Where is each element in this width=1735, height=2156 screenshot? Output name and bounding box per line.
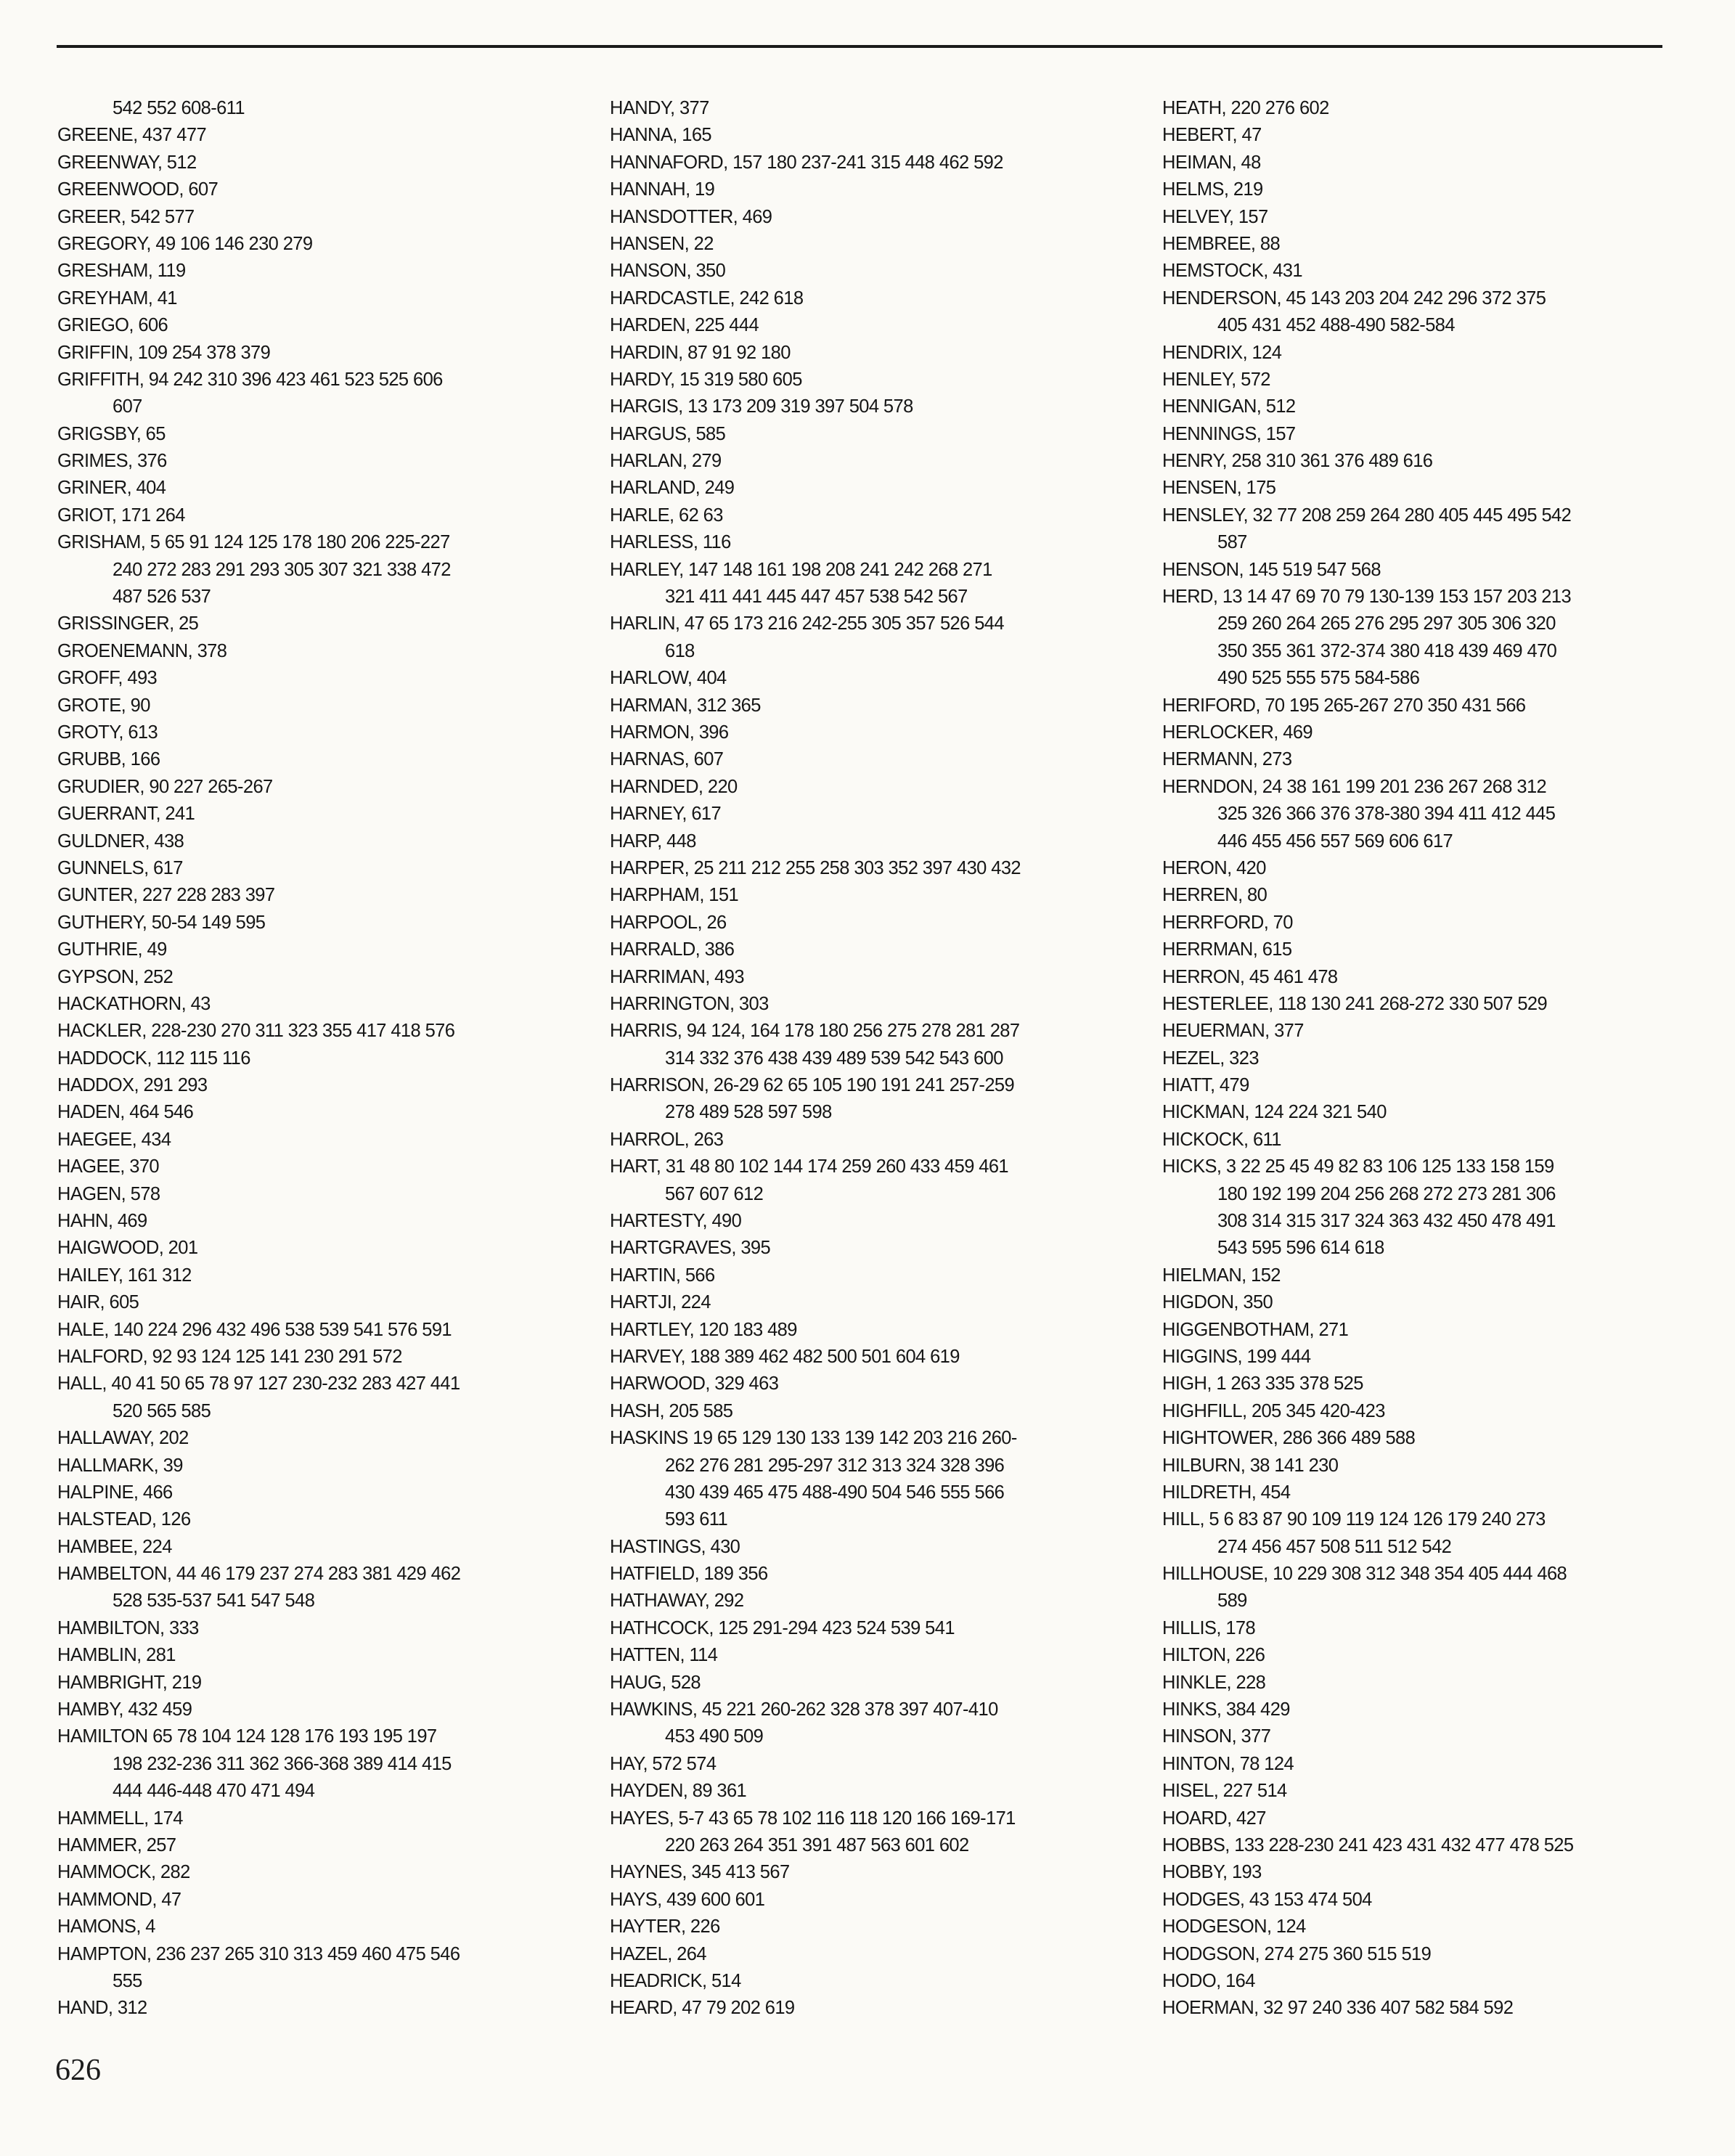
index-entry: HIGHFILL, 205 345 420-423 (1162, 1400, 1385, 1421)
index-entry: HEZEL, 323 (1162, 1048, 1259, 1069)
index-entry: HODO, 164 (1162, 1970, 1255, 1991)
index-entry: HICKS, 3 22 25 45 49 82 83 106 125 133 158 159 (1162, 1156, 1554, 1177)
index-entry: HATHAWAY, 292 (610, 1591, 744, 1612)
index-entry: GRESHAM, 119 (57, 261, 186, 282)
index-entry: HANSON, 350 (610, 261, 726, 282)
index-entry: HARLIN, 47 65 173 216 242-255 305 357 526 544 (610, 613, 1004, 634)
index-entry: HODGSON, 274 275 360 515 519 (1162, 1943, 1432, 1964)
index-entry-continuation: 618 (665, 640, 695, 661)
index-entry: HARTIN, 566 (610, 1265, 715, 1286)
index-entry-continuation: 567 607 612 (665, 1183, 764, 1204)
index-entry: HARLOW, 404 (610, 668, 727, 689)
index-entry: HADEN, 464 546 (57, 1102, 194, 1123)
index-column-3 (1162, 95, 1699, 2022)
index-entry: HAYES, 5-7 43 65 78 102 116 118 120 166 169-171 (610, 1808, 1016, 1829)
index-entry: HEMSTOCK, 431 (1162, 261, 1302, 282)
index-entry: HAYDEN, 89 361 (610, 1781, 747, 1802)
index-entry: HIELMAN, 152 (1162, 1265, 1281, 1286)
index-entry: HARPOOL, 26 (610, 912, 727, 933)
index-entry: HENDRIX, 124 (1162, 342, 1282, 363)
index-entry: HINKLE, 228 (1162, 1672, 1266, 1693)
index-entry: HAMMELL, 174 (57, 1808, 183, 1829)
index-entry-continuation: 278 489 528 597 598 (665, 1102, 832, 1123)
index-entry: GRIEGO, 606 (57, 315, 168, 336)
index-entry: HARDIN, 87 91 92 180 (610, 342, 791, 363)
index-entry: GUTHERY, 50-54 149 595 (57, 912, 266, 933)
index-entry: HELVEY, 157 (1162, 206, 1268, 227)
index-entry: HAMMOCK, 282 (57, 1862, 190, 1883)
index-entry: HERNDON, 24 38 161 199 201 236 267 268 312 (1162, 776, 1547, 797)
index-entry: HALL, 40 41 50 65 78 97 127 230-232 283 427 441 (57, 1373, 460, 1395)
index-entry: GUNTER, 227 228 283 397 (57, 885, 275, 906)
index-entry: HERMANN, 273 (1162, 749, 1292, 770)
index-entry: HAMBRIGHT, 219 (57, 1672, 202, 1693)
index-entry: HARTGRAVES, 395 (610, 1238, 771, 1259)
index-entry: HAYS, 439 600 601 (610, 1889, 765, 1910)
index-entry: HERON, 420 (1162, 857, 1266, 878)
index-entry: HAMONS, 4 (57, 1916, 155, 1937)
index-entry: HASKINS 19 65 129 130 133 139 142 203 216 260- (610, 1428, 1017, 1449)
index-entry: HILLIS, 178 (1162, 1617, 1256, 1638)
index-entry: HARLESS, 116 (610, 532, 731, 553)
index-entry-continuation: 262 276 281 295-297 312 313 324 328 396 (665, 1455, 1005, 1476)
index-entry: HENSLEY, 32 77 208 259 264 280 405 445 495 542 (1162, 505, 1572, 526)
index-entry-continuation: 607 (113, 396, 142, 417)
index-entry: HEUERMAN, 377 (1162, 1021, 1304, 1042)
index-entry: HEBERT, 47 (1162, 125, 1262, 146)
index-entry: HERRFORD, 70 (1162, 912, 1293, 933)
index-entry: HARGUS, 585 (610, 423, 726, 444)
index-entry: HACKLER, 228-230 270 311 323 355 417 418 576 (57, 1021, 455, 1042)
index-entry: HISEL, 227 514 (1162, 1781, 1287, 1802)
index-entry: GRIFFIN, 109 254 378 379 (57, 342, 271, 363)
index-entry: HALSTEAD, 126 (57, 1509, 191, 1530)
index-entry: HARMAN, 312 365 (610, 695, 761, 716)
index-entry: HIGGENBOTHAM, 271 (1162, 1319, 1349, 1340)
index-entry: HOERMAN, 32 97 240 336 407 582 584 592 (1162, 1998, 1514, 2019)
index-entry: HERRMAN, 615 (1162, 939, 1292, 960)
index-entry: HAYTER, 226 (610, 1916, 720, 1937)
index-entry: GRUDIER, 90 227 265-267 (57, 776, 273, 797)
index-entry: HADDOCK, 112 115 116 (57, 1048, 250, 1069)
index-entry: HERRON, 45 461 478 (1162, 966, 1338, 987)
index-entry-continuation: 274 456 457 508 511 512 542 (1217, 1536, 1452, 1557)
index-entry-continuation: 589 (1217, 1591, 1247, 1612)
index-entry: GREGORY, 49 106 146 230 279 (57, 233, 313, 254)
index-entry: HANNA, 165 (610, 125, 711, 146)
index-entry: GUERRANT, 241 (57, 804, 195, 825)
index-entry: HARGIS, 13 173 209 319 397 504 578 (610, 396, 913, 417)
index-entry: HEADRICK, 514 (610, 1970, 741, 1991)
index-entry: HARLEY, 147 148 161 198 208 241 242 268 271 (610, 559, 992, 580)
index-entry: HAMBY, 432 459 (57, 1699, 192, 1720)
index-entry: HANNAFORD, 157 180 237-241 315 448 462 592 (610, 152, 1003, 173)
index-entry: HODGESON, 124 (1162, 1916, 1306, 1937)
index-entry: HADDOX, 291 293 (57, 1075, 208, 1096)
index-entry-continuation: 240 272 283 291 293 305 307 321 338 472 (113, 559, 451, 580)
index-entry: HANNAH, 19 (610, 179, 715, 200)
index-entry: HERREN, 80 (1162, 885, 1267, 906)
index-entry: HICKOCK, 611 (1162, 1129, 1281, 1150)
index-entry: GRISSINGER, 25 (57, 613, 199, 634)
index-entry: HARDY, 15 319 580 605 (610, 369, 802, 390)
index-entry: HILL, 5 6 83 87 90 109 119 124 126 179 240 273 (1162, 1509, 1546, 1530)
index-entry: HANSEN, 22 (610, 233, 714, 254)
index-entry: HAND, 312 (57, 1998, 147, 2019)
index-entry: HARNEY, 617 (610, 804, 722, 825)
index-entry: HASH, 205 585 (610, 1400, 733, 1421)
index-entry: HART, 31 48 80 102 144 174 259 260 433 459 461 (610, 1156, 1009, 1177)
index-entry-continuation: 430 439 465 475 488-490 504 546 555 566 (665, 1482, 1005, 1503)
index-entry: HARTJI, 224 (610, 1292, 711, 1313)
index-entry-continuation: 308 314 315 317 324 363 432 450 478 491 (1217, 1211, 1556, 1232)
index-entry: HERLOCKER, 469 (1162, 722, 1313, 743)
index-entry: HENSON, 145 519 547 568 (1162, 559, 1381, 580)
index-entry-continuation: 543 595 596 614 618 (1217, 1238, 1384, 1259)
index-entry: HENNINGS, 157 (1162, 423, 1296, 444)
index-entry: HARRISON, 26-29 62 65 105 190 191 241 257-259 (610, 1075, 1015, 1096)
index-entry: GUNNELS, 617 (57, 857, 183, 878)
index-entry-continuation: 520 565 585 (113, 1400, 211, 1421)
index-entry: HALE, 140 224 296 432 496 538 539 541 576 591 (57, 1319, 452, 1340)
index-entry: HAMBILTON, 333 (57, 1617, 199, 1638)
index-entry: HODGES, 43 153 474 504 (1162, 1889, 1372, 1910)
index-entry-continuation: 593 611 (665, 1509, 728, 1530)
index-entry: HARNDED, 220 (610, 776, 738, 797)
index-entry: HAGEN, 578 (57, 1183, 160, 1204)
index-entry: HERIFORD, 70 195 265-267 270 350 431 566 (1162, 695, 1526, 716)
index-entry: HANSDOTTER, 469 (610, 206, 772, 227)
index-entry: HARRALD, 386 (610, 939, 735, 960)
index-entry-continuation: 587 (1217, 532, 1247, 553)
index-entry: HAMBELTON, 44 46 179 237 274 283 381 429 462 (57, 1564, 461, 1585)
index-entry: GYPSON, 252 (57, 966, 174, 987)
index-entry: GRIFFITH, 94 242 310 396 423 461 523 525 606 (57, 369, 443, 390)
index-entry: HAMILTON 65 78 104 124 128 176 193 195 197 (57, 1726, 437, 1747)
index-entry: HERD, 13 14 47 69 70 79 130-139 153 157 203 213 (1162, 587, 1572, 608)
index-entry-continuation: 487 526 537 (113, 587, 211, 608)
index-entry: HIGH, 1 263 335 378 525 (1162, 1373, 1363, 1395)
index-entry: GRUBB, 166 (57, 749, 160, 770)
index-entry: HARDCASTLE, 242 618 (610, 287, 804, 309)
index-entry: HARTESTY, 490 (610, 1211, 742, 1232)
index-entry: HENDERSON, 45 143 203 204 242 296 372 375 (1162, 287, 1546, 309)
index-entry: HARNAS, 607 (610, 749, 724, 770)
index-entry: HAZEL, 264 (610, 1943, 706, 1964)
index-entry: HALLMARK, 39 (57, 1455, 183, 1476)
index-entry: GRIGSBY, 65 (57, 423, 166, 444)
index-entry: HILBURN, 38 141 230 (1162, 1455, 1339, 1476)
index-entry: HOBBY, 193 (1162, 1862, 1262, 1883)
index-entry: HILDRETH, 454 (1162, 1482, 1291, 1503)
index-entry: HARRIS, 94 124, 164 178 180 256 275 278 281 287 (610, 1021, 1020, 1042)
page-number: 626 (55, 2054, 101, 2087)
index-entry: HEARD, 47 79 202 619 (610, 1998, 795, 2019)
index-column-1 (57, 95, 595, 2022)
index-entry: HIGGINS, 199 444 (1162, 1346, 1311, 1367)
index-entry: HAWKINS, 45 221 260-262 328 378 397 407-410 (610, 1699, 998, 1720)
index-entry: HARRIMAN, 493 (610, 966, 744, 987)
index-entry: HARROL, 263 (610, 1129, 724, 1150)
index-entry-continuation: 528 535-537 541 547 548 (113, 1591, 315, 1612)
index-entry: GREYHAM, 41 (57, 287, 177, 309)
index-entry: HASTINGS, 430 (610, 1536, 740, 1557)
index-entry: GREENE, 437 477 (57, 125, 207, 146)
index-entry: HENNIGAN, 512 (1162, 396, 1296, 417)
index-entry: HOBBS, 133 228-230 241 423 431 432 477 478 525 (1162, 1835, 1574, 1855)
index-entry: GREENWAY, 512 (57, 152, 197, 173)
index-entry-continuation: 444 446-448 470 471 494 (113, 1781, 315, 1802)
index-entry: HICKMAN, 124 224 321 540 (1162, 1102, 1387, 1123)
index-entry: GROENEMANN, 378 (57, 640, 227, 661)
index-entry-continuation: 321 411 441 445 447 457 538 542 567 (665, 587, 968, 608)
index-entry: HAEGEE, 434 (57, 1129, 171, 1150)
index-entry: GROTY, 613 (57, 722, 158, 743)
index-entry: GRISHAM, 5 65 91 124 125 178 180 206 225-227 (57, 532, 450, 553)
index-entry: HARMON, 396 (610, 722, 729, 743)
index-entry: HATTEN, 114 (610, 1645, 718, 1666)
index-entry: HILLHOUSE, 10 229 308 312 348 354 405 444 468 (1162, 1564, 1567, 1585)
index-entry: HOARD, 427 (1162, 1808, 1266, 1829)
index-entry: HAUG, 528 (610, 1672, 701, 1693)
index-entry: HAHN, 469 (57, 1211, 147, 1232)
index-entry: HAYNES, 345 413 567 (610, 1862, 790, 1883)
index-entry: GROTE, 90 (57, 695, 150, 716)
index-entry: HARTLEY, 120 183 489 (610, 1319, 797, 1340)
index-entry: HANDY, 377 (610, 98, 709, 118)
index-entry: GRIOT, 171 264 (57, 505, 185, 526)
header-rule (57, 45, 1662, 48)
index-entry: HIGDON, 350 (1162, 1292, 1273, 1313)
index-entry-continuation: 325 326 366 376 378-380 394 411 412 445 (1217, 804, 1556, 825)
index-entry: GRINER, 404 (57, 478, 166, 499)
index-entry: HARVEY, 188 389 462 482 500 501 604 619 (610, 1346, 960, 1367)
index-entry: HIGHTOWER, 286 366 489 588 (1162, 1428, 1416, 1449)
index-entry-continuation: 542 552 608-611 (113, 98, 245, 118)
index-entry: HEIMAN, 48 (1162, 152, 1261, 173)
index-entry: HINKS, 384 429 (1162, 1699, 1290, 1720)
index-entry-continuation: 350 355 361 372-374 380 418 439 469 470 (1217, 640, 1557, 661)
index-column-2 (610, 95, 1147, 2022)
index-entry: HARLE, 62 63 (610, 505, 723, 526)
index-entry: GRIMES, 376 (57, 451, 167, 472)
index-entry: HAGEE, 370 (57, 1156, 159, 1177)
index-entry: HARPHAM, 151 (610, 885, 739, 906)
index-entry: HENSEN, 175 (1162, 478, 1276, 499)
index-entry-continuation: 405 431 452 488-490 582-584 (1217, 315, 1455, 336)
index-entry: HATHCOCK, 125 291-294 423 524 539 541 (610, 1617, 955, 1638)
index-entry: HATFIELD, 189 356 (610, 1564, 768, 1585)
index-entry: HARWOOD, 329 463 (610, 1373, 779, 1395)
index-entry: HARLAND, 249 (610, 478, 735, 499)
index-entry: HILTON, 226 (1162, 1645, 1265, 1666)
index-entry: HAMBLIN, 281 (57, 1645, 176, 1666)
index-entry-continuation: 555 (113, 1970, 142, 1991)
index-entry-continuation: 180 192 199 204 256 268 272 273 281 306 (1217, 1183, 1556, 1204)
index-entry-continuation: 446 455 456 557 569 606 617 (1217, 830, 1453, 852)
index-entry: HENRY, 258 310 361 376 489 616 (1162, 451, 1433, 472)
index-entry: HALFORD, 92 93 124 125 141 230 291 572 (57, 1346, 402, 1367)
index-entry: HEATH, 220 276 602 (1162, 98, 1329, 118)
index-entry: GREER, 542 577 (57, 206, 195, 227)
index-entry: HAY, 572 574 (610, 1753, 717, 1774)
index-entry: HARRINGTON, 303 (610, 993, 769, 1014)
index-entry: HELMS, 219 (1162, 179, 1263, 200)
index-entry: GROFF, 493 (57, 668, 158, 689)
index-entry: HIATT, 479 (1162, 1075, 1249, 1096)
index-entry: HARDEN, 225 444 (610, 315, 759, 336)
index-entry: GREENWOOD, 607 (57, 179, 219, 200)
index-entry: HAMMER, 257 (57, 1835, 176, 1855)
index-entry: HARLAN, 279 (610, 451, 722, 472)
index-entry: HALPINE, 466 (57, 1482, 173, 1503)
index-entry: HAIGWOOD, 201 (57, 1238, 198, 1259)
index-entry: HAIR, 605 (57, 1292, 139, 1313)
index-entry-continuation: 490 525 555 575 584-586 (1217, 668, 1420, 689)
index-entry: HEMBREE, 88 (1162, 233, 1281, 254)
index-entry: HAMPTON, 236 237 265 310 313 459 460 475 546 (57, 1943, 460, 1964)
index-entry: HINSON, 377 (1162, 1726, 1271, 1747)
index-entry: GULDNER, 438 (57, 830, 184, 852)
index-entry-continuation: 453 490 509 (665, 1726, 764, 1747)
index-entry: HENLEY, 572 (1162, 369, 1270, 390)
index-entry: HARPER, 25 211 212 255 258 303 352 397 430 432 (610, 857, 1021, 878)
index-entry: HESTERLEE, 118 130 241 268-272 330 507 529 (1162, 993, 1548, 1014)
index-entry: HAMMOND, 47 (57, 1889, 181, 1910)
index-entry: GUTHRIE, 49 (57, 939, 167, 960)
index-entry-continuation: 259 260 264 265 276 295 297 305 306 320 (1217, 613, 1556, 634)
index-entry: HAILEY, 161 312 (57, 1265, 192, 1286)
index-entry: HALLAWAY, 202 (57, 1428, 189, 1449)
index-entry: HACKATHORN, 43 (57, 993, 211, 1014)
index-entry-continuation: 220 263 264 351 391 487 563 601 602 (665, 1835, 969, 1855)
index-entry-continuation: 314 332 376 438 439 489 539 542 543 600 (665, 1048, 1003, 1069)
index-entry: HARP, 448 (610, 830, 696, 852)
index-entry-continuation: 198 232-236 311 362 366-368 389 414 415 (113, 1753, 452, 1774)
index-entry: HAMBEE, 224 (57, 1536, 172, 1557)
index-entry: HINTON, 78 124 (1162, 1753, 1294, 1774)
